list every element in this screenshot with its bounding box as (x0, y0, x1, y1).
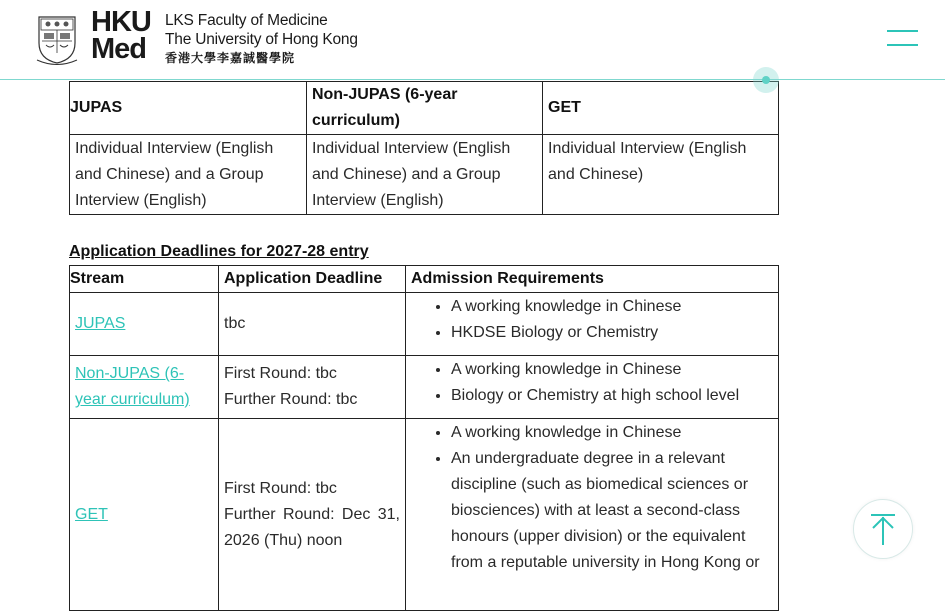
table-header-row (70, 82, 779, 135)
logo-line-hku: HKU (91, 6, 151, 38)
column-header-get: GET (543, 82, 779, 135)
deadline-line: First Round: tbc (224, 479, 337, 497)
requirements-list (406, 294, 773, 346)
interview-jupas: Individual Interview (English and Chinese) and a Group Interview (English) (70, 135, 307, 215)
deadline-line: Further Round: Dec 31, 2026 (Thu) noon (224, 505, 400, 549)
hku-crest-icon (36, 13, 78, 65)
interview-non-jupas: Individual Interview (English and Chinese) and a Group Interview (English) (306, 135, 542, 215)
requirement-item: • HKDSE Biology or Chemistry (451, 320, 773, 346)
column-header-requirements: Admission Requirements (406, 266, 779, 293)
scroll-progress-indicator (753, 67, 779, 93)
interview-get: Individual Interview (English and Chinese) (543, 135, 779, 215)
table-header-row (70, 266, 779, 293)
deadline-cell (219, 356, 406, 419)
column-header-deadline: Application Deadline (219, 266, 406, 293)
table-row (70, 419, 779, 611)
requirement-item: • A working knowledge in Chinese (451, 420, 773, 446)
requirements-cell (406, 293, 779, 356)
university-name: The University of Hong Kong (165, 31, 358, 48)
deadline-cell (219, 293, 406, 356)
deadlines-table (69, 265, 779, 611)
requirements-list (406, 357, 773, 409)
stream-link-non-jupas[interactable]: Non-JUPAS (6-year curriculum) (75, 365, 190, 408)
deadline-cell (219, 419, 406, 611)
back-to-top-button[interactable] (853, 499, 913, 559)
requirements-cell (406, 356, 779, 419)
deadlines-heading: Application Deadlines for 2027-28 entry (69, 243, 369, 260)
deadline-line: tbc (224, 315, 246, 332)
requirements-list (406, 420, 773, 576)
site-header (0, 0, 945, 80)
column-header-jupas: JUPAS (70, 82, 307, 135)
logo-line-med: Med (91, 33, 146, 65)
table-row (70, 135, 779, 215)
deadline-line: Further Round: tbc (224, 391, 358, 408)
stream-link-get[interactable]: GET (75, 505, 108, 523)
faculty-title (165, 11, 358, 68)
requirement-item: • An undergraduate degree in a relevant discipline (such as biomedical sciences or biosciences) with at least a second-class honours (upper division) or the equivalent from a reputable university in Hong Kong or (451, 446, 773, 576)
requirement-item: • Biology or Chemistry at high school level (451, 383, 773, 409)
stream-cell (70, 419, 219, 611)
chinese-name: 香港大學李嘉誠醫學院 (165, 51, 296, 65)
requirements-cell (406, 419, 779, 611)
stream-link-jupas[interactable]: JUPAS (75, 315, 126, 332)
stream-cell (70, 293, 219, 356)
arrow-up-to-top-icon (854, 500, 912, 558)
stream-cell (70, 356, 219, 419)
interview-format-table (69, 81, 779, 215)
table-row (70, 293, 779, 356)
column-header-stream: Stream (70, 266, 219, 293)
column-header-non-jupas: Non-JUPAS (6-year curriculum) (306, 82, 542, 135)
requirement-item: • A working knowledge in Chinese (451, 357, 773, 383)
table-row (70, 356, 779, 419)
hku-med-logo[interactable] (91, 6, 151, 65)
requirement-item: • A working knowledge in Chinese (451, 294, 773, 320)
faculty-name: LKS Faculty of Medicine (165, 12, 328, 29)
hamburger-menu-icon[interactable] (887, 30, 918, 48)
deadline-line: First Round: tbc (224, 365, 337, 382)
